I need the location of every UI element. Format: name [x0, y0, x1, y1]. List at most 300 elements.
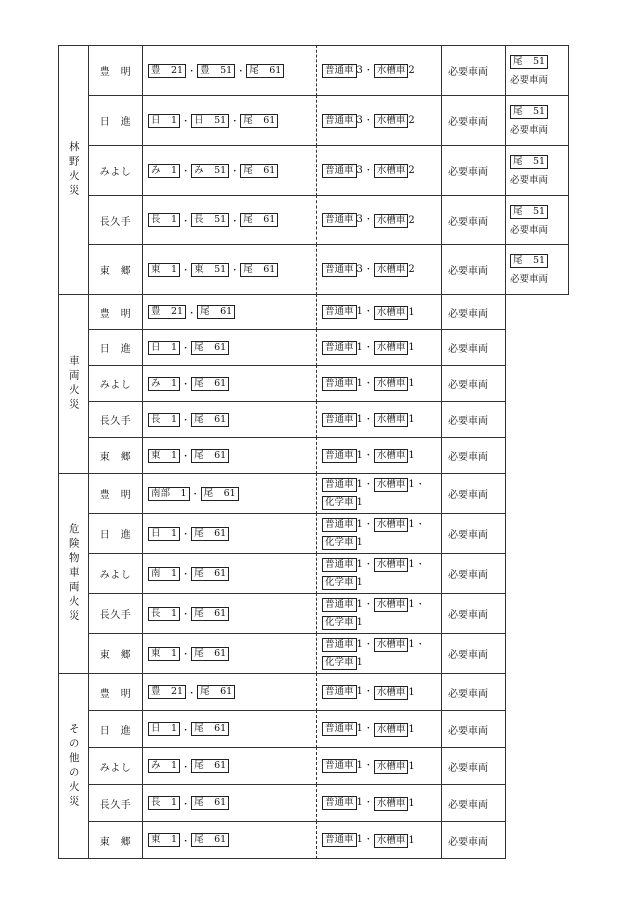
box-name: 尾: [194, 723, 204, 734]
station-box: [240, 164, 278, 178]
box-name: 尾: [203, 487, 214, 499]
vehicle-count: 1: [356, 617, 363, 628]
vehicle-box: [374, 263, 409, 277]
box-number: 51: [204, 114, 227, 126]
box-name: 普通車: [325, 306, 354, 317]
box-name: 日: [194, 114, 204, 126]
required-cell: [441, 633, 506, 674]
box-name: 南: [151, 567, 161, 579]
vehicle-box: [322, 305, 357, 319]
station-box: [191, 413, 229, 427]
vehicle-count: 1: [356, 306, 363, 317]
vehicle-box: [374, 449, 409, 463]
vehicle-count: 1: [356, 657, 363, 668]
extra-cell: [505, 145, 569, 196]
separator: ・: [363, 724, 373, 734]
box-number: 61: [204, 341, 227, 353]
station-box: [191, 722, 229, 736]
separator: ・: [187, 67, 197, 77]
vehicle-entry: [374, 261, 415, 278]
vehicle-count: 3: [356, 114, 363, 126]
required-label: 必要車両: [448, 650, 488, 661]
vehicles-cell: [316, 821, 442, 859]
vehicle-count: 1: [356, 797, 363, 808]
box-name: 東: [151, 834, 161, 845]
area-label: 豊 明: [99, 67, 132, 78]
box-name: 豊: [151, 64, 161, 76]
required-label: 必要車両: [448, 308, 488, 320]
required-label: 必要車両: [448, 117, 488, 128]
box-name: 化学車: [325, 577, 354, 588]
vehicles-cell: [316, 553, 442, 594]
vehicle-entry: [322, 757, 374, 775]
vehicle-box: [322, 341, 357, 355]
box-name: 尾: [194, 377, 204, 389]
separator: ・: [190, 490, 200, 500]
vehicle-entry: [374, 162, 415, 179]
vehicle-count: 1: [356, 639, 363, 650]
vehicle-box: [374, 558, 409, 572]
box-number: 1: [161, 164, 178, 176]
vehicles-cell: [316, 329, 442, 366]
separator: ・: [415, 600, 425, 610]
required-cell: [441, 747, 506, 785]
area-label: 長久手: [99, 216, 132, 228]
vehicle-entry: [374, 62, 415, 79]
stations-cell: [142, 244, 317, 295]
box-name: 普通車: [325, 479, 354, 490]
box-name: 普通車: [325, 64, 354, 76]
box-name: 東: [194, 263, 204, 275]
separator: ・: [181, 216, 191, 227]
vehicle-box: [374, 64, 409, 78]
station-box: [148, 64, 186, 78]
separator: ・: [415, 560, 425, 570]
separator: ・: [363, 761, 373, 771]
vehicle-box: [322, 833, 357, 847]
box-name: み: [151, 760, 161, 771]
required-label: 必要車両: [448, 688, 488, 700]
vehicle-count: 1: [408, 834, 415, 846]
required-cell: [441, 294, 506, 330]
required-label: 必要車両: [448, 452, 488, 463]
vehicle-entry: [322, 162, 374, 180]
extra-station-box: [510, 254, 548, 268]
required-label: 必要車両: [448, 725, 488, 737]
box-number: 21: [161, 64, 184, 76]
vehicles-cell: [316, 365, 442, 402]
category-cell: [58, 294, 89, 474]
station-box: [191, 833, 229, 847]
box-name: 普通車: [325, 413, 354, 425]
box-number: 61: [204, 760, 227, 771]
area-cell: [88, 244, 143, 295]
required-cell: [441, 593, 506, 634]
box-number: 51: [523, 156, 546, 167]
vehicles-cell: [316, 710, 442, 748]
vehicle-count: 3: [356, 64, 363, 76]
station-box: [191, 449, 229, 463]
box-name: 日: [151, 114, 161, 126]
vehicle-entry: [374, 447, 415, 464]
separator: ・: [363, 307, 373, 317]
extra-cell: [505, 45, 569, 96]
required-cell: [441, 437, 506, 474]
required-label: 必要車両: [448, 67, 488, 78]
area-cell: [88, 365, 143, 402]
box-name: 水槽車: [376, 519, 406, 530]
vehicle-entry: [322, 447, 374, 465]
category-label: その他の火災: [67, 722, 80, 810]
box-name: 化学車: [325, 497, 354, 508]
box-name: 水槽車: [376, 342, 406, 353]
station-box: [191, 164, 229, 178]
box-name: 尾: [194, 449, 204, 461]
vehicle-box: [374, 306, 409, 320]
vehicle-count: 1: [408, 599, 415, 610]
box-name: 尾: [194, 527, 204, 539]
vehicle-box: [374, 341, 409, 355]
area-cell: [88, 195, 143, 245]
extra-label: 必要車両: [510, 274, 549, 285]
separator: ・: [363, 414, 373, 425]
vehicle-box: [322, 213, 357, 227]
category-cell: [58, 473, 89, 674]
box-name: 水槽車: [376, 115, 406, 126]
stations-cell: [142, 329, 317, 366]
separator: ・: [181, 452, 191, 462]
required-cell: [441, 784, 506, 822]
stations-cell: [142, 513, 317, 554]
box-name: 普通車: [325, 639, 354, 650]
vehicle-entry: [322, 683, 374, 701]
vehicle-entry: [322, 831, 374, 849]
area-label: 東 郷: [99, 650, 132, 661]
box-number: 61: [204, 797, 227, 808]
box-name: み: [151, 377, 161, 389]
station-box: [148, 722, 180, 736]
separator: ・: [230, 216, 240, 227]
vehicle-box: [374, 638, 409, 652]
vehicle-count: 2: [408, 115, 415, 126]
required-label: 必要車両: [448, 610, 488, 621]
vehicle-box: [374, 598, 409, 612]
area-cell: [88, 553, 143, 594]
vehicle-entry: [374, 556, 426, 574]
station-box: [148, 685, 186, 699]
separator: ・: [181, 762, 191, 773]
box-number: 61: [204, 834, 227, 845]
stations-cell: [142, 195, 317, 245]
required-label: 必要車両: [448, 167, 488, 178]
station-box: [191, 213, 229, 227]
separator: ・: [181, 650, 191, 660]
box-name: 普通車: [325, 341, 354, 353]
vehicle-count: 1: [408, 450, 415, 461]
vehicle-entry: [322, 261, 374, 279]
required-label: 必要車両: [448, 762, 488, 774]
required-label: 必要車両: [448, 380, 488, 391]
stations-cell: [142, 45, 317, 96]
vehicle-box: [322, 576, 357, 590]
station-box: [191, 796, 229, 810]
box-number: 61: [204, 413, 227, 425]
station-box: [148, 527, 180, 541]
vehicle-entry: [374, 832, 415, 849]
box-number: 1: [161, 797, 178, 808]
box-name: 尾: [194, 797, 204, 808]
vehicle-count: 1: [408, 639, 415, 650]
box-name: 尾: [513, 106, 523, 117]
box-name: 長: [151, 607, 161, 619]
station-box: [148, 377, 180, 391]
separator: ・: [363, 600, 373, 610]
stations-cell: [142, 294, 317, 330]
required-cell: [441, 95, 506, 146]
vehicle-box: [322, 496, 357, 510]
box-name: 尾: [513, 205, 523, 217]
vehicle-box: [322, 536, 357, 550]
box-name: 化学車: [325, 617, 354, 628]
stations-cell: [142, 821, 317, 859]
extra-label: 必要車両: [510, 224, 549, 236]
stations-cell: [142, 145, 317, 196]
area-cell: [88, 747, 143, 785]
area-label: 長久手: [99, 416, 132, 427]
vehicle-entry: [374, 721, 415, 738]
box-name: 普通車: [325, 797, 354, 808]
extra-station-box: [510, 55, 548, 69]
vehicle-entry: [322, 339, 374, 357]
station-box: [148, 413, 180, 427]
vehicle-count: 1: [408, 306, 415, 318]
category-cell: [58, 673, 89, 859]
area-label: みよし: [99, 167, 132, 178]
vehicle-entry: [322, 556, 374, 574]
required-cell: [441, 513, 506, 554]
box-name: 水槽車: [376, 797, 406, 809]
box-number: 1: [161, 341, 178, 353]
station-box: [197, 685, 235, 699]
required-label: 必要車両: [448, 570, 488, 581]
vehicle-box: [374, 214, 409, 228]
required-label: 必要車両: [448, 416, 488, 427]
required-label: 必要車両: [448, 799, 488, 811]
vehicle-count: 1: [408, 686, 415, 698]
area-cell: [88, 513, 143, 554]
separator: ・: [363, 687, 373, 697]
vehicle-count: 1: [408, 342, 415, 353]
vehicle-box: [322, 598, 357, 612]
box-number: 1: [161, 214, 178, 225]
area-label: 豊 明: [99, 490, 132, 501]
vehicle-box: [374, 114, 409, 128]
box-name: 長: [194, 214, 204, 225]
vehicle-entry: [322, 614, 363, 631]
vehicle-entry: [374, 795, 415, 812]
vehicle-entry: [322, 596, 374, 614]
vehicle-count: 1: [356, 559, 363, 570]
station-box: [148, 607, 180, 621]
vehicle-count: 3: [356, 214, 363, 225]
vehicles-cell: [316, 45, 442, 96]
station-box: [148, 305, 186, 319]
box-name: 豊: [200, 64, 210, 76]
box-name: 尾: [200, 686, 210, 697]
box-number: 1: [161, 449, 178, 461]
box-name: 化学車: [325, 537, 354, 548]
box-name: 尾: [194, 834, 204, 845]
required-cell: [441, 329, 506, 366]
stations-cell: [142, 747, 317, 785]
vehicle-box: [322, 114, 357, 128]
vehicles-cell: [316, 633, 442, 674]
vehicle-count: 1: [356, 449, 363, 461]
area-cell: [88, 401, 143, 438]
station-box: [148, 164, 180, 178]
vehicles-cell: [316, 593, 442, 634]
box-name: 日: [151, 527, 161, 539]
separator: ・: [181, 416, 191, 426]
box-name: 尾: [513, 255, 523, 266]
box-name: 水槽車: [376, 686, 406, 698]
box-name: 日: [151, 723, 161, 734]
box-name: 尾: [200, 306, 210, 317]
box-name: 水槽車: [376, 306, 406, 318]
extra-cell: [505, 95, 569, 146]
box-name: 水槽車: [376, 760, 406, 772]
vehicles-cell: [316, 95, 442, 146]
separator: ・: [181, 344, 191, 354]
box-number: 61: [204, 567, 227, 579]
station-box: [148, 833, 180, 847]
box-name: 水槽車: [376, 414, 406, 425]
box-number: 61: [253, 164, 276, 176]
box-number: 1: [171, 487, 187, 499]
area-label: 東 郷: [99, 836, 132, 848]
station-box: [191, 114, 229, 128]
vehicles-cell: [316, 195, 442, 245]
category-label: 危険物車両火災: [67, 522, 80, 625]
area-label: みよし: [99, 380, 132, 391]
box-name: 普通車: [325, 723, 354, 734]
separator: ・: [230, 117, 240, 127]
box-number: 61: [204, 647, 227, 659]
required-cell: [441, 821, 506, 859]
separator: ・: [181, 117, 191, 127]
box-number: 61: [253, 214, 276, 225]
box-number: 51: [210, 64, 233, 76]
separator: ・: [187, 688, 197, 699]
separator: ・: [181, 570, 191, 580]
station-box: [148, 796, 180, 810]
box-number: 1: [161, 760, 178, 771]
box-number: 61: [210, 306, 233, 317]
category-label: 車両火災: [67, 355, 80, 413]
box-name: 尾: [194, 341, 204, 353]
vehicle-box: [322, 413, 357, 427]
box-name: 水槽車: [376, 559, 406, 570]
vehicles-cell: [316, 473, 442, 514]
area-cell: [88, 633, 143, 674]
area-cell: [88, 145, 143, 196]
vehicle-count: 1: [356, 341, 363, 353]
vehicles-cell: [316, 673, 442, 711]
vehicle-entry: [322, 62, 374, 80]
separator: ・: [181, 610, 191, 620]
separator: ・: [363, 264, 373, 275]
station-box: [246, 64, 284, 78]
required-cell: [441, 365, 506, 402]
vehicle-box: [374, 797, 409, 811]
extra-station-box: [510, 205, 548, 219]
vehicle-count: 1: [408, 378, 415, 389]
station-box: [148, 567, 180, 581]
separator: ・: [363, 65, 373, 76]
area-cell: [88, 593, 143, 634]
box-name: 普通車: [325, 114, 354, 126]
box-number: 21: [161, 686, 184, 697]
vehicle-box: [374, 377, 409, 391]
station-box: [148, 341, 180, 355]
area-cell: [88, 95, 143, 146]
separator: ・: [363, 520, 373, 530]
vehicles-cell: [316, 513, 442, 554]
box-number: 51: [523, 255, 546, 266]
box-name: 普通車: [325, 377, 354, 389]
required-cell: [441, 45, 506, 96]
separator: ・: [181, 167, 191, 177]
box-number: 61: [204, 723, 227, 734]
separator: ・: [363, 342, 373, 353]
box-name: 東: [151, 263, 161, 275]
vehicle-entry: [322, 112, 374, 130]
required-cell: [441, 473, 506, 514]
box-number: 61: [204, 449, 227, 461]
vehicle-entry: [374, 596, 426, 614]
area-cell: [88, 673, 143, 711]
box-name: 普通車: [325, 834, 354, 845]
vehicle-box: [374, 686, 409, 700]
station-box: [240, 263, 278, 277]
area-cell: [88, 710, 143, 748]
vehicle-box: [322, 478, 357, 492]
vehicle-box: [322, 518, 357, 532]
vehicles-cell: [316, 747, 442, 785]
vehicle-count: 3: [356, 263, 363, 275]
vehicle-entry: [374, 212, 415, 229]
vehicle-count: 1: [356, 377, 363, 389]
vehicles-cell: [316, 401, 442, 438]
station-box: [191, 647, 229, 661]
box-name: 水槽車: [376, 264, 406, 275]
area-label: 豊 明: [99, 308, 132, 320]
area-label: 東 郷: [99, 266, 132, 277]
vehicle-entry: [322, 303, 374, 321]
box-number: 1: [161, 377, 178, 389]
box-number: 51: [204, 263, 227, 275]
vehicle-entry: [374, 758, 415, 775]
vehicle-box: [322, 558, 357, 572]
box-name: 尾: [243, 214, 253, 225]
separator: ・: [415, 640, 425, 650]
box-number: 1: [161, 647, 178, 659]
box-name: 南部: [151, 487, 171, 499]
box-number: 51: [523, 205, 546, 217]
separator: ・: [187, 308, 197, 319]
stations-cell: [142, 437, 317, 474]
box-name: 長: [151, 797, 161, 808]
